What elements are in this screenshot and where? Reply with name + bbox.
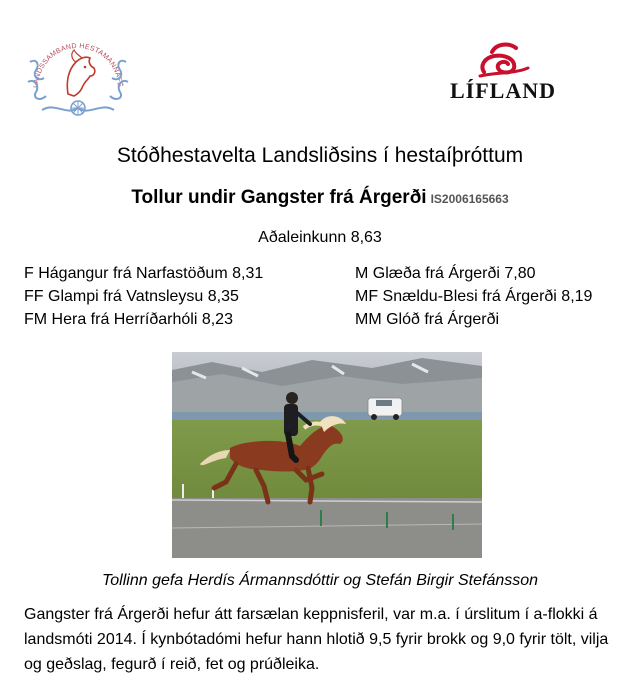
pedigree-dam-side: [355, 262, 592, 331]
pedigree-sire-side: [24, 262, 263, 331]
lifland-logo: [444, 38, 562, 102]
horse-heading: [0, 187, 640, 209]
logo-arc-text: LANDSSAMBAND HESTAMANNAFÉ: [32, 42, 124, 89]
lifland-wordmark: LÍFLAND: [449, 78, 556, 103]
horse-emblem-icon: [22, 32, 134, 124]
pedigree-line: FF Glampi frá Vatnsleysu 8,35: [24, 288, 239, 305]
main-score: Aðaleinkunn 8,63: [258, 229, 382, 246]
photo-caption: Tollinn gefa Herdís Ármannsdóttir og Stefán Birgir Stefánsson: [101, 572, 539, 589]
pedigree-line: FM Hera frá Herríðarhóli 8,23: [24, 311, 233, 328]
description-paragraph: Gangster frá Árgerði hefur átt farsælan keppnisferil, var m.a. í úrslitum í a-flokki á landsmóti 2014. Í kynbótadómi hefur hann hlotið 9,5 fyrir brokk og 9,0 fyrir tölt, vilja og geðslag, fegurð í reið, fet og prúðleika.: [24, 606, 609, 673]
pedigree-line: M Glæða frá Árgerði 7,80: [355, 265, 536, 282]
horse-photo: [172, 352, 482, 558]
lh-logo: [22, 32, 134, 124]
horse-name: Tollur undir Gangster frá Árgerði: [131, 187, 427, 208]
pedigree-line: MF Snældu-Blesi frá Árgerði 8,19: [355, 288, 593, 305]
horse-registration: IS2006165663: [430, 192, 509, 206]
page-title: Stóðhestavelta Landsliðsins í hestaíþróttum: [116, 144, 524, 167]
pedigree-line: F Hágangur frá Narfastöðum 8,31: [24, 265, 264, 282]
lifland-swirl-icon: [444, 38, 562, 78]
pedigree-line: MM Glóð frá Árgerði: [355, 311, 500, 328]
